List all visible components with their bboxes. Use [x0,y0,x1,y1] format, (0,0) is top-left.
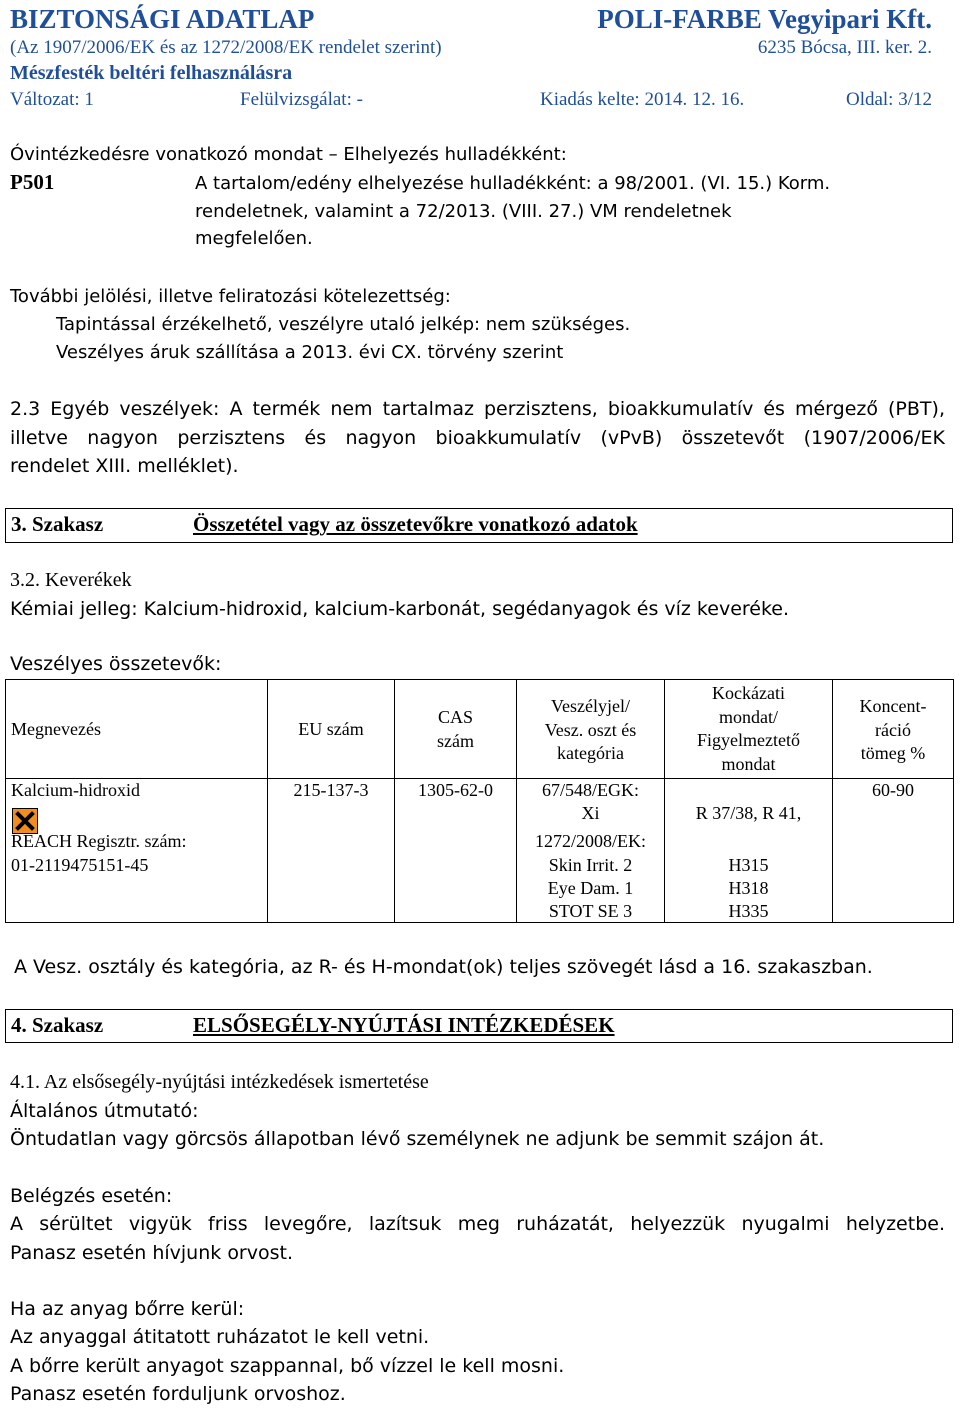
header-risk-4: mondat [721,753,776,774]
section-4-header [5,1009,953,1043]
header-risk-2: mondat/ [719,706,778,727]
cas-number: 1305-62-0 [418,780,493,800]
precaution-line-3: megfelelően. [195,228,313,249]
skin-contact-text-1: Az anyaggal átitatott ruházatot le kell vetni. [10,1326,430,1348]
precaution-heading: Óvintézkedésre vonatkozó mondat – Elhelyezés hulladékként: [10,144,567,165]
header-symbol-cell [517,680,665,779]
header-name-cell [6,680,268,779]
classification-skin: Skin Irrit. 2 [548,855,633,875]
document-title: BIZTONSÁGI ADATLAP [10,4,315,34]
issue-date: Kiadás kelte: 2014. 12. 16. [540,89,745,110]
eu-number: 215-137-3 [293,780,369,800]
classification-eye: Eye Dam. 1 [547,878,634,898]
component-name: Kalcium-hidroxid [11,780,140,800]
other-hazards-line-2: illetve nagyon perzisztens és nagyon bioakkumulatív (vPvB) összetevőt (1907/2006/EK [10,427,945,449]
inhalation-text-1: A sérültet vigyük friss levegőre, lazítsuk meg ruházatát, helyezzük nyugalmi helyzetbe. [10,1213,945,1235]
header-cas-2: szám [437,730,474,751]
row-symbol-cell [517,779,665,923]
labelling-line-1: Tapintással érzékelhető, veszélyre utaló jelkép: nem szükséges. [56,314,631,335]
skin-contact-text-2: A bőrre került anyagot szappannal, bő vízzel le kell mosni. [10,1355,565,1377]
classification-67-548: 67/548/EGK: [542,780,639,800]
header-cas-cell [395,680,517,779]
general-guidance-label: Általános útmutató: [10,1100,199,1122]
header-conc-3: tömeg % [860,743,926,763]
header-conc-cell [833,680,954,779]
header-risk-cell [665,680,833,779]
row-name-cell [6,779,268,923]
header-symbol-1: Veszélyjel/ [551,696,630,716]
header-conc-1: Koncent- [859,696,927,716]
other-hazards-line-1: 2.3 Egyéb veszélyek: A termék nem tartalmaz perzisztens, bioakkumulatív és mérgező (PBT), [10,398,945,420]
row-cas-cell [395,779,517,923]
precaution-line-1: A tartalom/edény elhelyezése hulladékként: a 98/2001. (VI. 15.) Korm. [195,173,831,194]
inhalation-label: Belégzés esetén: [10,1185,173,1207]
concentration: 60-90 [872,780,914,800]
header-conc-2: ráció [875,719,911,740]
inhalation-text-2: Panasz esetén hívjunk orvost. [10,1242,294,1264]
section-4-title: ELSŐSEGÉLY-NYÚJTÁSI INTÉZKEDÉSEK [193,1013,615,1037]
skin-contact-text-3: Panasz esetén forduljunk orvoshoz. [10,1383,346,1405]
r-phrases: R 37/38, R 41, [695,803,802,823]
page-number: Oldal: 3/12 [845,89,932,110]
reach-number: 01-2119475151-45 [11,855,149,875]
section-3-number: 3. Szakasz [11,512,104,536]
other-hazards-line-3: rendelet XIII. melléklet). [10,455,239,477]
row-eu-cell [268,779,395,923]
h-phrase-315: H315 [728,855,769,875]
h-phrase-318: H318 [728,878,769,898]
classification-note: A Vesz. osztály és kategória, az R- és H-mondat(ok) teljes szövegét lásd a 16. szakaszban. [14,956,873,978]
company-name: POLI-FARBE Vegyipari Kft. [597,4,932,34]
section-3-title: Összetétel vagy az összetevőkre vonatkozó adatok [193,512,638,536]
hazardous-components-label: Veszélyes összetevők: [10,653,222,675]
review-label: Felülvizsgálat: - [240,89,363,110]
header-risk-3: Figyelmeztető [697,730,800,750]
classification-xi: Xi [581,803,600,823]
header-symbol-2: Vesz. oszt és [544,719,637,740]
section-4-number: 4. Szakasz [11,1013,104,1037]
labelling-heading: További jelölési, illetve feliratozási kötelezettség: [10,286,451,307]
section-3-2-heading: 3.2. Keverékek [10,569,132,591]
row-risk-cell [665,779,833,923]
chemical-nature: Kémiai jelleg: Kalcium-hidroxid, kalcium-karbonát, segédanyagok és víz keveréke. [10,598,790,620]
header-name: Megnevezés [11,719,101,739]
skin-contact-label: Ha az anyag bőrre kerül: [10,1298,245,1320]
precaution-code: P501 [10,170,55,194]
regulation-note: (Az 1907/2006/EK és az 1272/2008/EK rendelet szerint) [10,37,442,58]
section-4-1-heading: 4.1. Az elsősegély-nyújtási intézkedések ismertetése [10,1071,429,1093]
row-conc-cell [833,779,954,923]
header-risk-1: Kockázati [712,683,785,703]
company-address: 6235 Bócsa, III. ker. 2. [757,37,932,58]
header-eu-cell [268,680,395,779]
h-phrase-335: H335 [728,901,769,921]
classification-stot: STOT SE 3 [548,901,633,921]
classification-1272: 1272/2008/EK: [535,831,646,851]
product-name: Mészfesték beltéri felhasználásra [10,62,293,84]
general-guidance-text: Öntudatlan vagy görcsös állapotban lévő személynek ne adjunk be semmit szájon át. [10,1128,825,1150]
header-cas-1: CAS [437,707,473,727]
header-eu: EU szám [298,719,364,739]
reach-label: REACH Regisztr. szám: [11,831,187,851]
precaution-line-2: rendeletnek, valamint a 72/2013. (VIII. 27.) VM rendeletnek [195,201,732,222]
components-table [5,679,954,923]
header-symbol-3: kategória [557,743,624,763]
section-3-header [5,508,953,543]
version-label: Változat: 1 [10,89,94,110]
labelling-line-2: Veszélyes áruk szállítása a 2013. évi CX. törvény szerint [56,342,564,363]
